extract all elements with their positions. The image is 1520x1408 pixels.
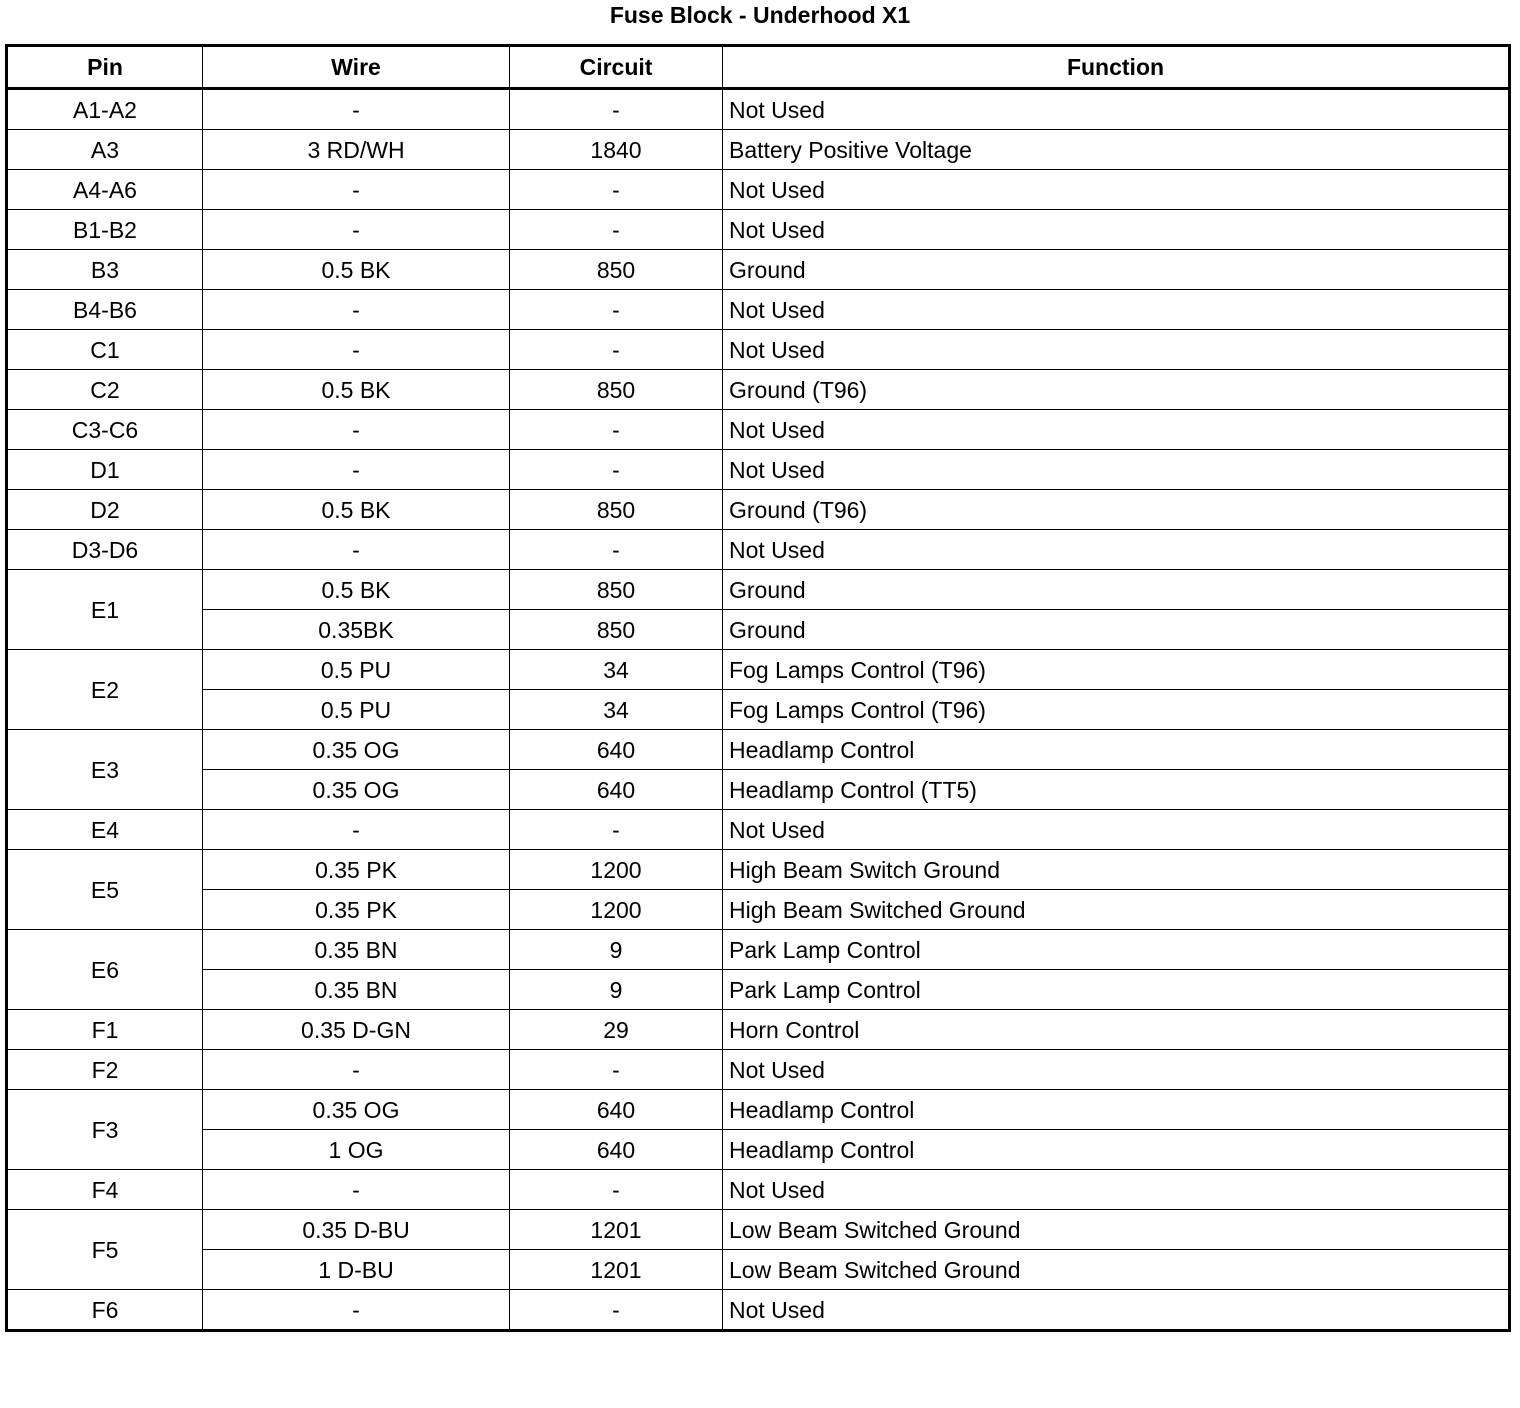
function-cell: Headlamp Control (723, 1130, 1510, 1170)
pin-cell: F1 (7, 1010, 203, 1050)
wire-cell: 1 OG (203, 1130, 510, 1170)
table-row (7, 810, 1510, 850)
circuit-cell: - (510, 1050, 723, 1090)
circuit-cell: - (510, 290, 723, 330)
wire-cell: 0.35 PK (203, 890, 510, 930)
pin-cell: F5 (7, 1210, 203, 1290)
wire-cell: 0.35 OG (203, 730, 510, 770)
pin-cell: D1 (7, 450, 203, 490)
table-row (7, 930, 1510, 970)
table-row (7, 170, 1510, 210)
circuit-cell: - (510, 810, 723, 850)
circuit-cell: 34 (510, 690, 723, 730)
wire-cell: 0.35 BN (203, 930, 510, 970)
circuit-cell: 34 (510, 650, 723, 690)
table-row (7, 970, 1510, 1010)
wire-cell: 0.5 BK (203, 570, 510, 610)
function-cell: Not Used (723, 210, 1510, 250)
function-cell: High Beam Switch Ground (723, 850, 1510, 890)
table-row (7, 290, 1510, 330)
column-header-pin: Pin (7, 46, 203, 89)
function-cell: Not Used (723, 810, 1510, 850)
table-row (7, 1050, 1510, 1090)
table-row (7, 1090, 1510, 1130)
table-row (7, 330, 1510, 370)
wire-cell: 0.5 BK (203, 490, 510, 530)
table-row (7, 890, 1510, 930)
function-cell: Not Used (723, 89, 1510, 130)
function-cell: Not Used (723, 290, 1510, 330)
table-row (7, 730, 1510, 770)
circuit-cell: 1201 (510, 1250, 723, 1290)
pin-cell: F6 (7, 1290, 203, 1331)
function-cell: Not Used (723, 1170, 1510, 1210)
table-row (7, 370, 1510, 410)
table-row (7, 1170, 1510, 1210)
pin-cell: D3-D6 (7, 530, 203, 570)
circuit-cell: - (510, 1290, 723, 1331)
function-cell: Not Used (723, 1290, 1510, 1331)
circuit-cell: - (510, 210, 723, 250)
column-header-wire: Wire (203, 46, 510, 89)
pin-cell: F3 (7, 1090, 203, 1170)
circuit-cell: 640 (510, 770, 723, 810)
circuit-cell: 9 (510, 930, 723, 970)
table-row (7, 530, 1510, 570)
function-cell: High Beam Switched Ground (723, 890, 1510, 930)
wire-cell: 0.5 PU (203, 690, 510, 730)
wire-cell: 0.5 PU (203, 650, 510, 690)
table-row (7, 850, 1510, 890)
pin-cell: A1-A2 (7, 89, 203, 130)
table-row (7, 89, 1510, 130)
circuit-cell: 850 (510, 570, 723, 610)
table-row (7, 1010, 1510, 1050)
table-row (7, 210, 1510, 250)
pin-cell: E6 (7, 930, 203, 1010)
pin-cell: B3 (7, 250, 203, 290)
wire-cell: 0.5 BK (203, 370, 510, 410)
table-row (7, 610, 1510, 650)
table-row (7, 490, 1510, 530)
function-cell: Not Used (723, 530, 1510, 570)
circuit-cell: 1201 (510, 1210, 723, 1250)
wire-cell: - (203, 89, 510, 130)
circuit-cell: 1200 (510, 890, 723, 930)
function-cell: Horn Control (723, 1010, 1510, 1050)
circuit-cell: 1200 (510, 850, 723, 890)
table-body (7, 89, 1510, 1331)
circuit-cell: - (510, 1170, 723, 1210)
wire-cell: 0.35BK (203, 610, 510, 650)
circuit-cell: 850 (510, 370, 723, 410)
function-cell: Ground (723, 570, 1510, 610)
table-row (7, 570, 1510, 610)
pin-cell: A3 (7, 130, 203, 170)
circuit-cell: 640 (510, 1090, 723, 1130)
circuit-cell: - (510, 530, 723, 570)
table-row (7, 1250, 1510, 1290)
circuit-cell: 29 (510, 1010, 723, 1050)
pin-cell: C1 (7, 330, 203, 370)
function-cell: Battery Positive Voltage (723, 130, 1510, 170)
circuit-cell: 9 (510, 970, 723, 1010)
wire-cell: - (203, 1170, 510, 1210)
wire-cell: - (203, 210, 510, 250)
function-cell: Ground (T96) (723, 370, 1510, 410)
circuit-cell: - (510, 410, 723, 450)
wire-cell: 0.35 PK (203, 850, 510, 890)
wire-cell: - (203, 170, 510, 210)
wire-cell: - (203, 810, 510, 850)
page-title: Fuse Block - Underhood X1 (609, 2, 911, 28)
wire-cell: - (203, 1050, 510, 1090)
function-cell: Low Beam Switched Ground (723, 1210, 1510, 1250)
function-cell: Ground (723, 250, 1510, 290)
function-cell: Not Used (723, 450, 1510, 490)
function-cell: Park Lamp Control (723, 930, 1510, 970)
header-row (7, 46, 1510, 89)
function-cell: Not Used (723, 330, 1510, 370)
function-cell: Park Lamp Control (723, 970, 1510, 1010)
circuit-cell: 850 (510, 250, 723, 290)
circuit-cell: 850 (510, 490, 723, 530)
circuit-cell: 1840 (510, 130, 723, 170)
pin-cell: E3 (7, 730, 203, 810)
pin-cell: E4 (7, 810, 203, 850)
pin-cell: E2 (7, 650, 203, 730)
table-row (7, 770, 1510, 810)
pin-cell: A4-A6 (7, 170, 203, 210)
table-row (7, 1130, 1510, 1170)
function-cell: Fog Lamps Control (T96) (723, 650, 1510, 690)
wire-cell: - (203, 450, 510, 490)
wire-cell: 0.35 D-GN (203, 1010, 510, 1050)
circuit-cell: - (510, 170, 723, 210)
wire-cell: 0.35 OG (203, 1090, 510, 1130)
circuit-cell: 850 (510, 610, 723, 650)
wire-cell: 0.35 BN (203, 970, 510, 1010)
wire-cell: - (203, 1290, 510, 1331)
circuit-cell: - (510, 89, 723, 130)
circuit-cell: 640 (510, 730, 723, 770)
pin-cell: E1 (7, 570, 203, 650)
circuit-cell: 640 (510, 1130, 723, 1170)
function-cell: Not Used (723, 1050, 1510, 1090)
column-header-circuit: Circuit (510, 46, 723, 89)
pin-cell: C2 (7, 370, 203, 410)
table-row (7, 250, 1510, 290)
column-header-function: Function (723, 46, 1510, 89)
function-cell: Fog Lamps Control (T96) (723, 690, 1510, 730)
table-row (7, 450, 1510, 490)
connector-table (5, 44, 1511, 1332)
circuit-cell: - (510, 450, 723, 490)
function-cell: Headlamp Control (723, 1090, 1510, 1130)
wire-cell: 0.5 BK (203, 250, 510, 290)
wire-cell: 1 D-BU (203, 1250, 510, 1290)
function-cell: Ground (T96) (723, 490, 1510, 530)
function-cell: Not Used (723, 170, 1510, 210)
function-cell: Ground (723, 610, 1510, 650)
table-header (7, 46, 1510, 89)
circuit-cell: - (510, 330, 723, 370)
function-cell: Headlamp Control (TT5) (723, 770, 1510, 810)
function-cell: Not Used (723, 410, 1510, 450)
table-row (7, 130, 1510, 170)
function-cell: Headlamp Control (723, 730, 1510, 770)
pin-cell: C3-C6 (7, 410, 203, 450)
pin-cell: D2 (7, 490, 203, 530)
table-row (7, 690, 1510, 730)
wire-cell: - (203, 290, 510, 330)
wire-cell: - (203, 330, 510, 370)
table-row (7, 650, 1510, 690)
table-row (7, 410, 1510, 450)
wire-cell: 0.35 OG (203, 770, 510, 810)
table-row (7, 1290, 1510, 1331)
table-row (7, 1210, 1510, 1250)
function-cell: Low Beam Switched Ground (723, 1250, 1510, 1290)
wire-cell: 3 RD/WH (203, 130, 510, 170)
pin-cell: E5 (7, 850, 203, 930)
pin-cell: B1-B2 (7, 210, 203, 250)
pin-cell: B4-B6 (7, 290, 203, 330)
pin-cell: F2 (7, 1050, 203, 1090)
wire-cell: - (203, 530, 510, 570)
wire-cell: 0.35 D-BU (203, 1210, 510, 1250)
pin-cell: F4 (7, 1170, 203, 1210)
wire-cell: - (203, 410, 510, 450)
